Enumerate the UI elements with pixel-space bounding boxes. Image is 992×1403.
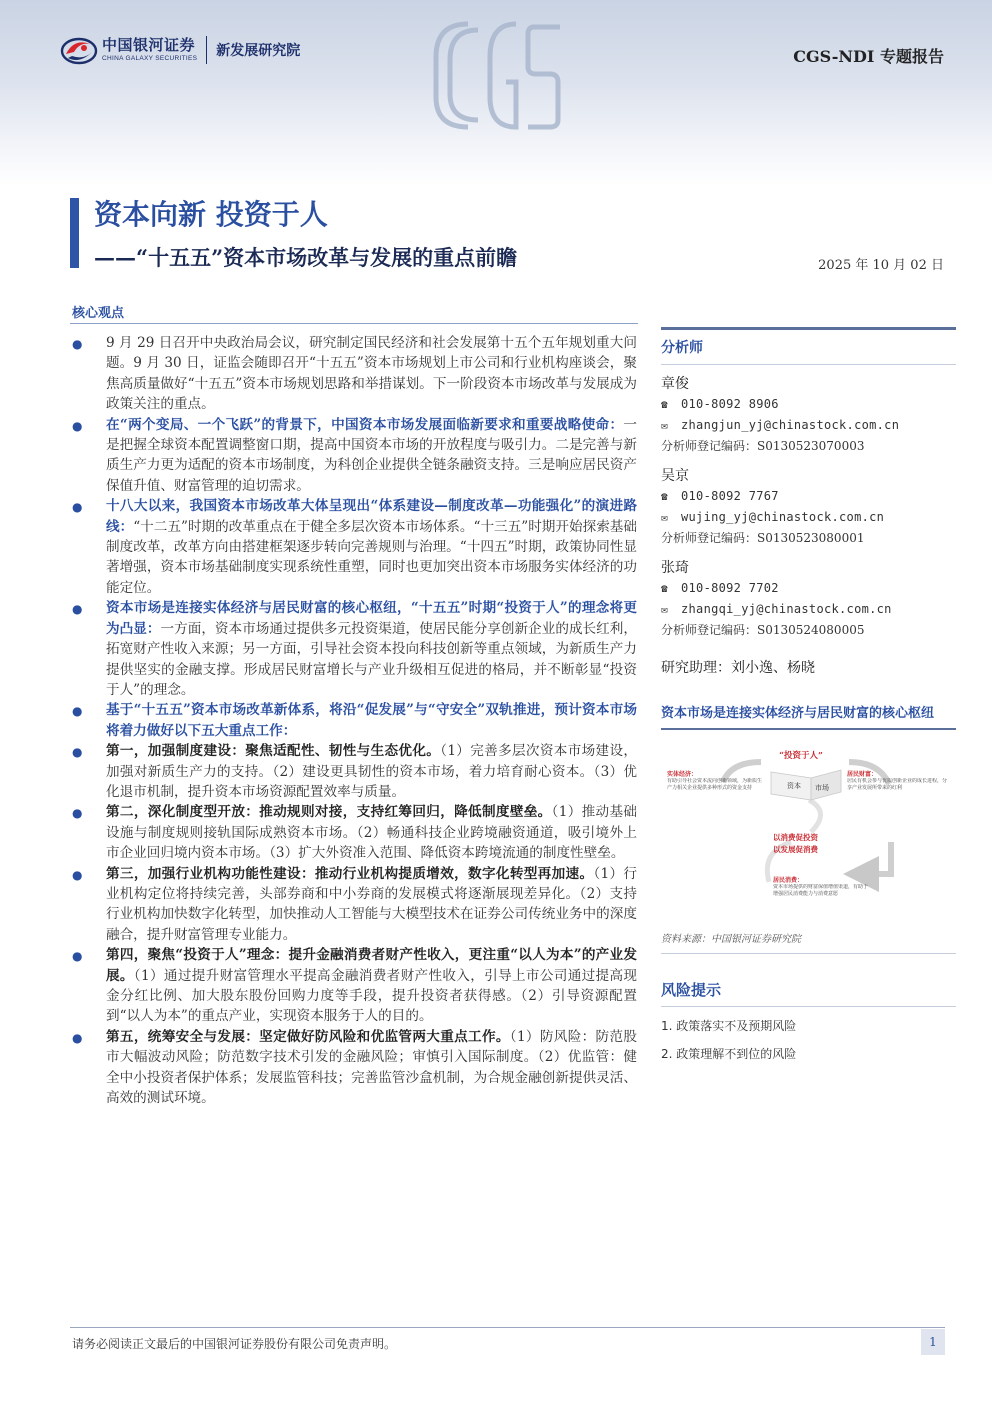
real-economy-text: 有助引导社会资本流向创新领域，为新质生产力相关企业提供多种形式的资金支持 <box>667 778 763 791</box>
research-assistants: 研究助理：刘小逸、杨晓 <box>661 660 815 676</box>
return-arrow <box>861 842 891 874</box>
bullet-text: （1）推动基础设施与制度规则接轨国际成熟资本市场。（2）畅通科技企业跨境融资通道，吸引境外上市企业回归境内资本市场。（3）扩大外资准入范围、降低资本跨境流通的制度性壁垒。 <box>106 804 637 862</box>
analyst-card <box>661 466 956 549</box>
household-consumption-text: 资本市场提供的财富保值增值渠道，有助于增强居民消费能力与消费意愿 <box>773 884 869 897</box>
email-icon: ✉ <box>661 603 668 616</box>
household-consumption-box <box>773 884 869 918</box>
cycle-arrow-top <box>809 800 821 832</box>
main-title: 资本向新 投资于人 <box>94 198 328 231</box>
title-accent-bar <box>70 198 79 268</box>
analyst-email[interactable]: ✉ wujing_yj@chinastock.com.cn <box>661 507 956 528</box>
development-consumption-label: 以发展促消费 <box>773 845 818 854</box>
phone-icon: ☎ <box>661 490 668 503</box>
household-wealth-box <box>847 778 951 818</box>
figure-title-rule <box>661 728 956 730</box>
hub-diagram-svg <box>661 742 956 922</box>
analyst-email[interactable]: ✉ zhangjun_yj@chinastock.com.cn <box>661 415 956 436</box>
bullet-text: 一是把握全球资本配置调整窗口期，提高中国资本市场的开放程度与吸引力。二是完善与新质生产力更为适配的资本市场制度，为科创企业提供全链条融资支持。三是响应居民资产保值升值、财富管理的迫切需求。 <box>106 416 637 494</box>
core-view-item <box>72 700 637 741</box>
consumption-investment-label: 以消费促投资 <box>773 833 818 842</box>
bullet-icon: ● <box>72 602 83 617</box>
analyst-name: 章俊 <box>661 376 689 392</box>
analyst-divider <box>661 364 956 365</box>
analyst-phone: ☎ 010-8092 8906 <box>661 394 956 415</box>
household-wealth-heading: 居民财富： <box>847 771 878 778</box>
bullet-icon: ● <box>72 337 83 351</box>
bullet-icon: ● <box>72 949 83 964</box>
cgs-watermark-logo <box>428 12 568 137</box>
phone-icon: ☎ <box>661 582 668 595</box>
bullet-text: （1）防风险：防范股市大幅波动风险；防范数字技术引发的金融风险；审慎引入国际制度。（2）优监管：健全中小投资者保护体系；发展监管科技；完善监管沙盒机制，为合规金融创新提供灵活、高效的测试环境。 <box>106 1028 637 1107</box>
analyst-phone: ☎ 010-8092 7767 <box>661 486 956 507</box>
investing-in-people-label: “投资于人” <box>779 751 823 761</box>
analyst-card <box>661 558 956 641</box>
core-view-item <box>72 598 637 700</box>
figure-source-rule <box>661 953 956 954</box>
household-wealth-text: 居民有机会参与优质创新企业的成长进程，分享产业发展所带来的红利 <box>847 778 948 791</box>
bullet-heading: 十八大以来，我国资本市场改革大体呈现出“体系建设—制度改革—功能强化”的演进路线： <box>106 498 637 535</box>
core-view-item <box>72 1027 637 1109</box>
core-view-item <box>72 415 637 497</box>
bullet-text: “十二五”时期的改革重点在于健全多层次资本市场体系。“十三五”时期开始探索基础制度改革，改革方向由搭建框架逐步转向完善规则与治理。“十四五”时期，政策协同性显著增强，资本市场基础制度实现系统性重塑，同时也更加突出资本市场服务实体经济的功能定位。 <box>106 518 638 596</box>
phone-icon: ☎ <box>661 398 668 411</box>
footer-divider <box>70 1327 945 1328</box>
analyst-name: 吴京 <box>661 468 689 484</box>
logo-chinese-name: 中国银河证券 <box>102 36 196 54</box>
risk-item: 1. 政策落实不及预期风险 <box>661 1019 797 1033</box>
bullet-heading: 在“两个变局、一个飞跃”的背景下，中国资本市场发展面临新要求和重要战略使命： <box>106 416 624 433</box>
bullet-icon: ● <box>72 867 83 882</box>
bullet-heading: 基于“十五五”资本市场改革新体系，将沿“促发展”与“守安全”双轨推进，预计资本市场将着力做好以下五大重点工作： <box>106 702 637 739</box>
sub-title: ——“十五五”资本市场改革与发展的重点前瞻 <box>94 245 518 270</box>
hub-diagram <box>661 742 956 922</box>
capital-label: 资本 <box>787 782 801 790</box>
bullet-heading: 第五，统筹安全与发展：坚定做好防风险和优监管两大重点工作。 <box>106 1028 510 1045</box>
bullet-text: 9 月 29 日召开中央政治局会议，研究制定国民经济和社会发展第十五个五年规划重大问题。9 月 30 日，证监会随即召开“十五五”资本市场规划上市公司和行业机构座谈会，聚焦高质量做好“十五五”资本市场规划思路和举措谋划。下一阶段资本市场改革与发展成为政策关注的重点。 <box>106 335 637 413</box>
bullet-heading: 第四，聚焦“投资于人”理念：提升金融消费者财产性收入，更注重“以人为本”的产业发展。 <box>106 947 637 984</box>
logo-divider <box>206 36 207 64</box>
household-consumption-heading: 居民消费： <box>773 877 804 884</box>
risk-divider <box>661 1006 956 1007</box>
real-economy-heading: 实体经济： <box>667 771 698 778</box>
analyst-section-title: 分析师 <box>661 340 703 356</box>
bullet-icon: ● <box>72 1030 83 1045</box>
bullet-text: （1）行业机构定位将持续完善，头部券商和中小券商的发展模式将逐渐展现差异化。（2）支持行业机构加快数字化转型，加快推动人工智能与大模型技术在证券公司传统业务中的深度融合，提升财富管理专业能力。 <box>106 865 637 943</box>
report-type: CGS-NDI 专题报告 <box>793 47 944 66</box>
figure-source: 资料来源：中国银河证券研究院 <box>661 934 801 945</box>
market-label: 市场 <box>815 784 829 792</box>
bullet-text: （1）完善多层次资本市场建设，加强对新质生产力的支持。（2）建设更具韧性的资本市场，着力培育耐心资本。（3）优化退市机制，提升资本市场资源配置效率与质量。 <box>106 743 637 800</box>
analyst-phone: ☎ 010-8092 7702 <box>661 578 956 599</box>
bullet-icon: ● <box>72 806 83 821</box>
bullet-heading: 第一，加强制度建设：聚焦适配性、韧性与生态优化。 <box>106 743 441 760</box>
analyst-registration: 分析师登记编码：S0130523080001 <box>661 531 865 545</box>
core-view-item <box>72 864 637 946</box>
bullet-text: 一方面，资本市场通过提供多元投资渠道，使居民能分享创新企业的成长红利，拓宽财产性收入来源；另一方面，引导社会资本投向科技创新等重点领域，为新质生产力提供坚实的金融支撑。形成居民财富增长与产业升级相互促进的格局，并不断彰显“投资于人”的理念。 <box>106 620 638 698</box>
core-view-item <box>72 741 637 802</box>
core-views-label: 核心观点 <box>72 306 125 321</box>
real-economy-box <box>667 778 765 818</box>
core-view-item <box>72 496 637 598</box>
analyst-registration: 分析师登记编码：S0130523070003 <box>661 439 865 453</box>
galaxy-logo-icon <box>60 34 98 66</box>
core-view-item <box>72 802 637 863</box>
footer-disclaimer: 请务必阅读正文最后的中国银河证券股份有限公司免责声明。 <box>72 1337 397 1351</box>
analyst-email[interactable]: ✉ zhangqi_yj@chinastock.com.cn <box>661 599 956 620</box>
core-views-list <box>72 333 637 1108</box>
bullet-heading: 第二，深化制度型开放：推动规则对接，支持红筹回归，降低制度壁垒。 <box>106 804 552 821</box>
company-logo[interactable] <box>60 30 300 70</box>
bullet-heading: 资本市场是连接实体经济与居民财富的核心枢纽，“十五五”时期“投资于人”的理念将更为凸显： <box>106 600 637 637</box>
department-name: 新发展研究院 <box>216 43 301 59</box>
risk-section-title: 风险提示 <box>661 981 722 999</box>
bullet-heading: 第三，加强行业机构功能性建设：推动行业机构提质增效，数字化转型再加速。 <box>106 865 594 882</box>
risk-item: 2. 政策理解不到位的风险 <box>661 1047 797 1061</box>
analyst-registration: 分析师登记编码：S0130524080005 <box>661 623 865 637</box>
analyst-card <box>661 374 956 457</box>
logo-english-name: CHINA GALAXY SECURITIES <box>102 55 198 62</box>
analyst-top-rule <box>661 327 956 330</box>
report-date: 2025 年 10 月 02 日 <box>818 258 944 273</box>
bullet-icon: ● <box>72 745 83 760</box>
sidebar <box>661 327 956 1063</box>
bullet-icon: ● <box>72 418 83 433</box>
bullet-icon: ● <box>72 500 83 515</box>
figure-title: 资本市场是连接实体经济与居民财富的核心枢纽 <box>661 706 935 721</box>
core-view-item <box>72 945 637 1027</box>
email-icon: ✉ <box>661 511 668 524</box>
core-views-divider <box>70 323 638 324</box>
bullet-icon: ● <box>72 704 83 719</box>
page-number: 1 <box>921 1329 945 1355</box>
email-icon: ✉ <box>661 419 668 432</box>
core-view-item <box>72 333 637 415</box>
bullet-text: （1）通过提升财富管理水平提高金融消费者财产性收入，引导上市公司通过提高现金分红比例、加大股东股份回购力度等手段，提升投资者获得感。（2）引导资源配置到“以人为本”的重点产业，实现资本服务于人的目的。 <box>106 967 637 1025</box>
analyst-name: 张琦 <box>661 560 689 576</box>
